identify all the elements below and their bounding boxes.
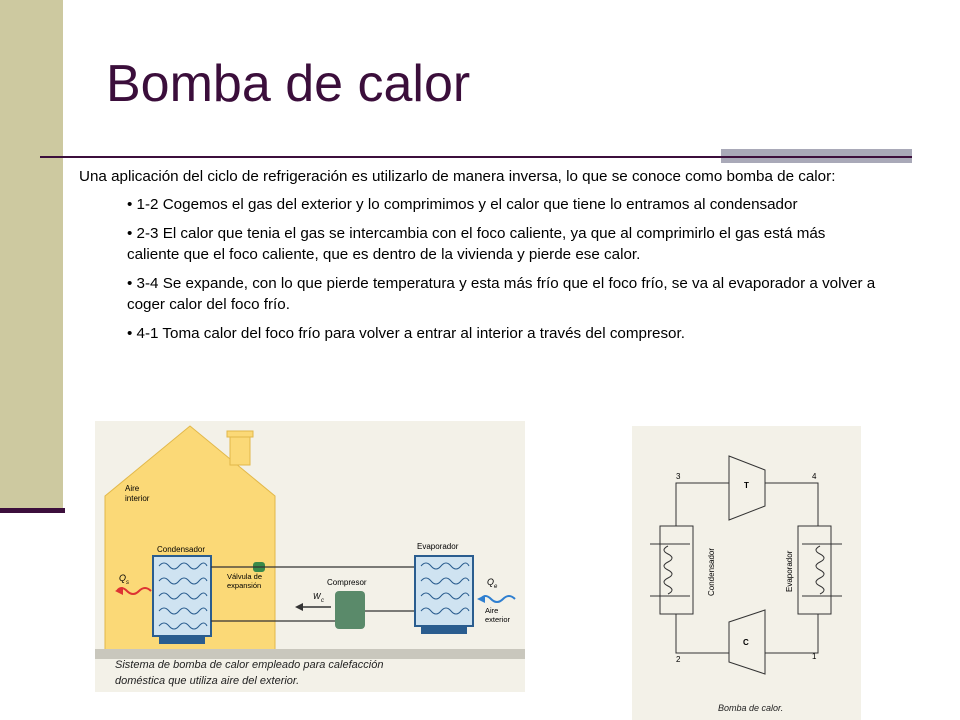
condensador-label: Condensador	[157, 545, 206, 554]
bullet-item: • 2-3 El calor que tenia el gas se intercambia con el foco caliente, ya que al comprimirlo el gas está más caliente que el foco caliente, que es dentro de la vivienda y pierde ese calor.	[127, 225, 826, 263]
valvula-label: Válvula de	[227, 572, 263, 581]
title-accent-bar-lower	[721, 158, 912, 163]
svg-text:s: s	[126, 580, 129, 586]
bullet-item: • 1-2 Cogemos el gas del exterior y lo comprimimos y el calor que tiene lo entramos al condensador	[127, 196, 798, 213]
state-4-label: 4	[812, 472, 817, 481]
svg-text:c: c	[321, 598, 324, 604]
qs-label: Q	[119, 573, 127, 583]
bullet-item: • 4-1 Toma calor del foco frío para volver a entrar al interior a través del compresor.	[127, 325, 685, 342]
svg-text:interior: interior	[125, 494, 150, 503]
cycle-steps-list	[79, 194, 879, 344]
compresor-label: Compresor	[327, 578, 367, 587]
chimney-shape	[230, 435, 250, 465]
svg-text:expansión: expansión	[227, 581, 262, 590]
condensador-cycle-label: Condensador	[707, 547, 716, 596]
state-1-label: 1	[812, 652, 817, 661]
aire-exterior-label: Aire	[485, 606, 499, 615]
figure-cycle-caption: Bomba de calor.	[718, 703, 784, 713]
wc-label: W	[313, 592, 321, 601]
svg-text:exterior: exterior	[485, 615, 511, 624]
figure-house-caption: Sistema de bomba de calor empleado para calefacción	[115, 659, 384, 671]
title-accent-bar	[721, 149, 912, 156]
state-2-label: 2	[676, 655, 681, 664]
intro-paragraph: Una aplicación del ciclo de refrigeración es utilizarlo de manera inversa, lo que se conoce como bomba de calor:	[79, 168, 836, 185]
bullet-item: • 3-4 Se expande, con lo que pierde temperatura y esta más frío que el foco frío, se va al evaporador a volver a coger calor del foco frío.	[127, 275, 876, 313]
heat-pump-house-figure	[95, 421, 525, 692]
compresor-unit	[335, 591, 365, 629]
state-3-label: 3	[676, 472, 681, 481]
slide-body	[79, 166, 879, 352]
turbine-label: T	[744, 481, 749, 490]
aire-interior-label: Aire	[125, 484, 140, 493]
svg-text:doméstica que utiliza aire: doméstica que utiliza aire del exterior.	[115, 675, 300, 687]
evaporador-cycle-label: Evaporador	[785, 550, 794, 592]
left-sidebar-band	[0, 0, 63, 510]
compressor-label: C	[743, 638, 749, 647]
heat-pump-cycle-figure	[632, 426, 861, 720]
svg-text:e: e	[494, 584, 498, 590]
evaporador-unit	[415, 556, 473, 626]
evaporador-box	[798, 526, 831, 614]
slide-title: Bomba de calor	[106, 55, 471, 113]
condensador-box	[660, 526, 693, 614]
evaporador-label: Evaporador	[417, 542, 459, 551]
sidebar-divider	[0, 508, 65, 513]
qe-label: Q	[487, 577, 495, 587]
